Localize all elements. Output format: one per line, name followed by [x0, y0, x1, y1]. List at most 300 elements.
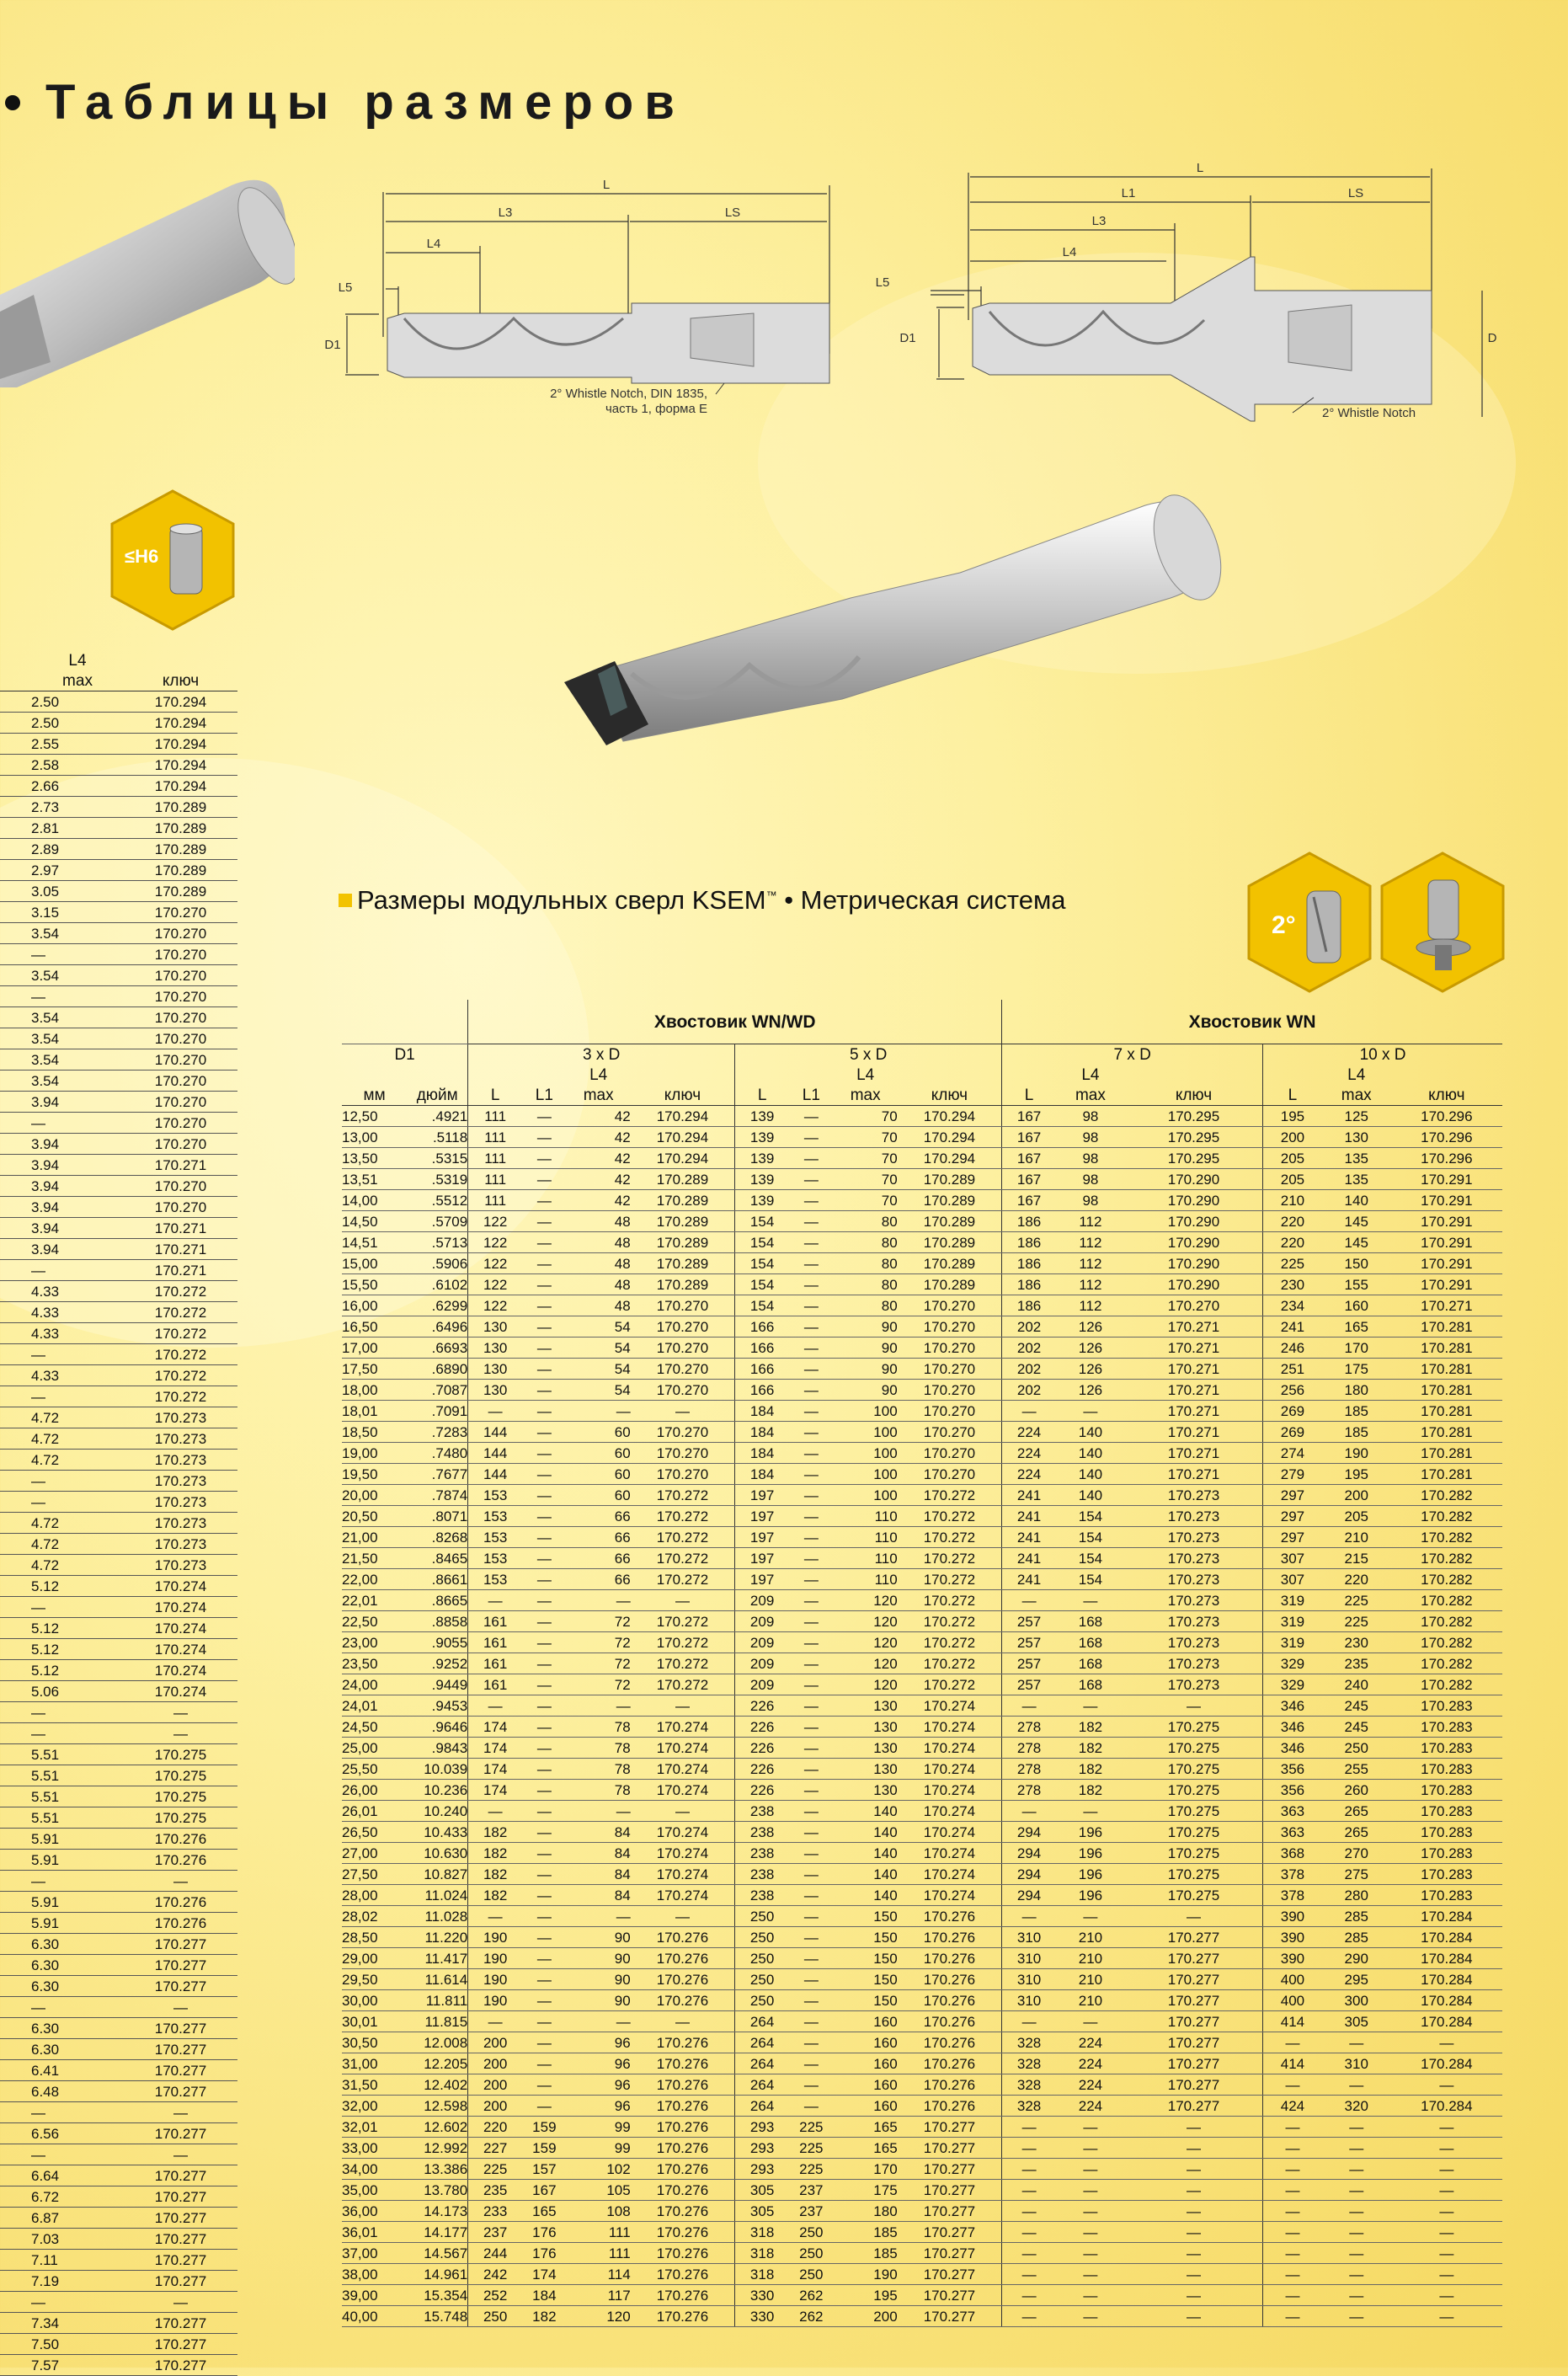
table-cell: 318	[735, 2222, 789, 2243]
table-cell: 5.91	[0, 1913, 124, 1934]
table-cell: 170.276	[631, 2096, 735, 2117]
table-row	[342, 1274, 1502, 1295]
table-row	[342, 1759, 1502, 1780]
table-cell: 170.290	[1125, 1274, 1263, 1295]
table-cell: 3.05	[0, 881, 124, 902]
table-row	[0, 1365, 237, 1386]
table-cell: 279	[1263, 1464, 1322, 1485]
table-cell: 170.283	[1391, 1780, 1502, 1801]
column-header: L1	[789, 1085, 834, 1106]
column-header: max	[1056, 1085, 1125, 1106]
table-cell: —	[789, 1611, 834, 1632]
table-cell: 150	[834, 1990, 898, 2011]
table-cell: 170.277	[124, 2313, 237, 2334]
table-row	[0, 2334, 237, 2355]
table-cell: 90	[567, 1948, 631, 1969]
table-cell: 210	[1056, 1948, 1125, 1969]
table-cell: 66	[567, 1506, 631, 1527]
table-cell: —	[522, 1485, 567, 1506]
table-cell: 153	[468, 1569, 522, 1590]
table-cell: 210	[1322, 1527, 1391, 1548]
table-cell: 130	[834, 1717, 898, 1738]
table-row	[0, 1997, 237, 2018]
table-row	[342, 1990, 1502, 2011]
table-cell: 170.272	[898, 1674, 1002, 1695]
table-cell: 184	[735, 1401, 789, 1422]
table-row	[0, 1955, 237, 1976]
table-cell: 54	[567, 1359, 631, 1380]
table-cell: 264	[735, 2032, 789, 2053]
table-cell: 11.815	[407, 2011, 468, 2032]
table-cell: 210	[1263, 1190, 1322, 1211]
table-cell: 7.19	[0, 2271, 124, 2292]
table-cell: —	[789, 1864, 834, 1885]
table-cell: 157	[522, 2159, 567, 2180]
table-cell: 346	[1263, 1717, 1322, 1738]
table-cell: —	[522, 1148, 567, 1169]
table-cell: 170.283	[1391, 1843, 1502, 1864]
table-row	[342, 1674, 1502, 1695]
table-cell: 285	[1322, 1906, 1391, 1927]
table-cell: 10.827	[407, 1864, 468, 1885]
table-cell: —	[789, 1843, 834, 1864]
table-row	[342, 1548, 1502, 1569]
table-cell: —	[1056, 2117, 1125, 2138]
table-cell: 80	[834, 1295, 898, 1316]
table-row	[0, 1344, 237, 1365]
table-cell: —	[789, 1990, 834, 2011]
table-cell: —	[0, 2102, 124, 2123]
table-cell: 48	[567, 1211, 631, 1232]
table-cell: 285	[1322, 1927, 1391, 1948]
table-row	[0, 1829, 237, 1850]
table-cell: 414	[1263, 2053, 1322, 2074]
table-cell: 140	[1056, 1443, 1125, 1464]
table-cell: —	[567, 1906, 631, 1927]
table-cell: 6.30	[0, 1934, 124, 1955]
table-cell: 269	[1263, 1422, 1322, 1443]
table-cell: 54	[567, 1338, 631, 1359]
table-cell: —	[1056, 2011, 1125, 2032]
table-cell: 153	[468, 1527, 522, 1548]
table-cell: —	[789, 1780, 834, 1801]
table-cell: 140	[834, 1843, 898, 1864]
table-cell: 150	[834, 1948, 898, 1969]
table-row	[342, 2243, 1502, 2264]
table-cell: 5.12	[0, 1660, 124, 1681]
table-cell: 98	[1056, 1106, 1125, 1127]
table-cell: —	[522, 1801, 567, 1822]
table-cell: —	[1391, 2117, 1502, 2138]
table-cell: —	[522, 1422, 567, 1443]
table-cell: 329	[1263, 1674, 1322, 1695]
table-cell: 182	[468, 1864, 522, 1885]
pull-stud-icon	[1379, 851, 1506, 994]
dim-L4: L4	[426, 237, 441, 251]
table-cell: —	[567, 1801, 631, 1822]
table-cell: 170.294	[631, 1106, 735, 1127]
table-cell: 6.87	[0, 2208, 124, 2229]
table-row	[342, 2285, 1502, 2306]
table-cell: 225	[468, 2159, 522, 2180]
table-cell: 166	[735, 1316, 789, 1338]
table-cell: 234	[1263, 1295, 1322, 1316]
table-cell: 130	[468, 1380, 522, 1401]
table-cell: 28,02	[342, 1906, 407, 1927]
table-cell: —	[0, 1260, 124, 1281]
table-cell: 150	[834, 1969, 898, 1990]
drill-shank-image	[0, 168, 295, 387]
table-cell: 78	[567, 1717, 631, 1738]
dim-LS: LS	[724, 206, 741, 220]
table-row	[342, 1948, 1502, 1969]
table-cell: 22,50	[342, 1611, 407, 1632]
table-cell: 170.274	[631, 1885, 735, 1906]
table-row	[342, 1295, 1502, 1316]
tolerance-label: ≤H6	[125, 546, 159, 567]
table-cell: 14,00	[342, 1190, 407, 1211]
table-cell: 160	[834, 2011, 898, 2032]
table-cell: 170.270	[631, 1295, 735, 1316]
table-cell: 184	[735, 1422, 789, 1443]
table-cell: 196	[1056, 1843, 1125, 1864]
table-cell: 174	[468, 1717, 522, 1738]
table-cell: 170.274	[898, 1738, 1002, 1759]
table-cell: 170.281	[1391, 1443, 1502, 1464]
table-cell: 257	[1002, 1674, 1056, 1695]
table-cell: 3.94	[0, 1176, 124, 1197]
table-cell: 170.277	[1125, 2032, 1263, 2053]
table-row	[0, 1281, 237, 1302]
table-row	[0, 1471, 237, 1492]
table-cell: 170.271	[1125, 1464, 1263, 1485]
table-cell: 161	[468, 1611, 522, 1632]
table-cell: 330	[735, 2285, 789, 2306]
table-cell: —	[1002, 2138, 1056, 2159]
table-cell: 5.91	[0, 1829, 124, 1850]
table-row	[342, 1569, 1502, 1590]
table-cell: 111	[468, 1148, 522, 1169]
left-table-header	[0, 670, 237, 691]
table-cell: 170.289	[124, 797, 237, 818]
table-cell: —	[789, 1506, 834, 1527]
table-cell: 170.295	[1125, 1127, 1263, 1148]
table-cell: 165	[834, 2117, 898, 2138]
table-cell: 170.275	[124, 1765, 237, 1786]
table-cell: 170.277	[124, 2250, 237, 2271]
table-cell: 170.281	[1391, 1401, 1502, 1422]
table-cell: 226	[735, 1717, 789, 1738]
table-cell: 170.270	[898, 1338, 1002, 1359]
table-cell: 280	[1322, 1885, 1391, 1906]
table-cell: —	[789, 2074, 834, 2096]
table-cell: 3.54	[0, 965, 124, 986]
table-row	[0, 1092, 237, 1113]
table-cell: 37,00	[342, 2243, 407, 2264]
table-cell: 226	[735, 1695, 789, 1717]
table-cell: 5.12	[0, 1639, 124, 1660]
table-cell: —	[1263, 2180, 1322, 2201]
table-cell: —	[789, 1906, 834, 1927]
table-cell: 170.273	[1125, 1527, 1263, 1548]
column-header: L	[468, 1085, 522, 1106]
table-row	[0, 818, 237, 839]
table-cell: 170.281	[1391, 1316, 1502, 1338]
table-cell: 154	[1056, 1527, 1125, 1548]
table-cell: 31,50	[342, 2074, 407, 2096]
table-cell: 170.277	[898, 2159, 1002, 2180]
table-cell: —	[1002, 2011, 1056, 2032]
table-cell: 126	[1056, 1359, 1125, 1380]
table-cell: 238	[735, 1864, 789, 1885]
table-cell: 170.272	[898, 1590, 1002, 1611]
table-cell: 140	[834, 1822, 898, 1843]
table-row	[342, 2180, 1502, 2201]
table-cell: —	[522, 2074, 567, 2096]
table-cell: 170.274	[898, 1759, 1002, 1780]
table-cell: —	[1391, 2201, 1502, 2222]
table-cell: —	[789, 1569, 834, 1590]
left-dimensions-table	[0, 650, 237, 2376]
table-cell: 112	[1056, 1274, 1125, 1295]
table-cell: 11.417	[407, 1948, 468, 1969]
table-cell: 170.281	[1391, 1464, 1502, 1485]
table-cell: 170.272	[124, 1365, 237, 1386]
table-cell: 170.289	[631, 1232, 735, 1253]
table-row	[0, 1618, 237, 1639]
table-row	[342, 1359, 1502, 1380]
table-cell: 130	[834, 1780, 898, 1801]
table-row	[0, 1134, 237, 1155]
table-cell: —	[789, 1443, 834, 1464]
table-cell: 237	[789, 2180, 834, 2201]
table-cell: —	[631, 1401, 735, 1422]
table-cell: 78	[567, 1738, 631, 1759]
table-cell: 378	[1263, 1885, 1322, 1906]
table-cell: —	[1322, 2117, 1391, 2138]
table-cell: 265	[1322, 1801, 1391, 1822]
table-cell: .6299	[407, 1295, 468, 1316]
table-cell: 90	[567, 1990, 631, 2011]
table-cell: —	[789, 1274, 834, 1295]
table-cell: .5709	[407, 1211, 468, 1232]
table-cell: —	[1322, 2138, 1391, 2159]
table-cell: .7087	[407, 1380, 468, 1401]
table-cell: 6.30	[0, 1976, 124, 1997]
table-cell: 257	[1002, 1632, 1056, 1653]
table-cell: 185	[1322, 1422, 1391, 1443]
diagram1-note-line2: часть 1, форма E	[605, 402, 707, 416]
table-cell: —	[789, 1695, 834, 1717]
table-cell: 186	[1002, 1211, 1056, 1232]
table-cell: 5.51	[0, 1807, 124, 1829]
table-cell: 290	[1322, 1948, 1391, 1969]
table-cell: 170.289	[898, 1253, 1002, 1274]
table-cell: 170.289	[631, 1211, 735, 1232]
left-table-header-cell: max	[0, 670, 124, 691]
table-cell: 250	[1322, 1738, 1391, 1759]
table-cell: —	[789, 1948, 834, 1969]
table-cell: 15.354	[407, 2285, 468, 2306]
table-cell: 70	[834, 1127, 898, 1148]
table-cell: 170.273	[1125, 1590, 1263, 1611]
table-cell: 245	[1322, 1717, 1391, 1738]
table-cell: —	[789, 1590, 834, 1611]
table-cell: 294	[1002, 1843, 1056, 1864]
table-cell: —	[522, 1717, 567, 1738]
table-row	[342, 2306, 1502, 2327]
table-cell: 7.50	[0, 2334, 124, 2355]
table-cell: 170.275	[1125, 1717, 1263, 1738]
table-cell: 144	[468, 1443, 522, 1464]
table-cell: 170.271	[1125, 1380, 1263, 1401]
table-cell: —	[1002, 1401, 1056, 1422]
table-cell: —	[1391, 2074, 1502, 2096]
table-cell: —	[1391, 2138, 1502, 2159]
pull-stud-badge	[1379, 851, 1506, 994]
table-cell: 300	[1322, 1990, 1391, 2011]
left-table-header-cell: ключ	[124, 670, 237, 691]
table-cell: 170.282	[1391, 1611, 1502, 1632]
table-cell: —	[1056, 1906, 1125, 1927]
table-cell: 3.54	[0, 1049, 124, 1071]
table-cell: 170.276	[631, 2074, 735, 2096]
table-cell: 170.277	[124, 2123, 237, 2144]
table-cell: 170.270	[898, 1295, 1002, 1316]
table-row	[0, 1239, 237, 1260]
table-cell: 241	[1002, 1527, 1056, 1548]
table-cell: 170.276	[631, 1927, 735, 1948]
table-cell: 135	[1322, 1148, 1391, 1169]
table-cell: 170.277	[1125, 1948, 1263, 1969]
table-cell: 78	[567, 1759, 631, 1780]
table-cell: .5713	[407, 1232, 468, 1253]
table-cell: —	[522, 1380, 567, 1401]
table-cell: 170.294	[124, 691, 237, 713]
table-cell: 225	[1322, 1611, 1391, 1632]
table-cell: 170.272	[631, 1611, 735, 1632]
table-row	[0, 1260, 237, 1281]
table-cell: 202	[1002, 1338, 1056, 1359]
table-cell: 400	[1263, 1990, 1322, 2011]
table-cell: 190	[468, 1948, 522, 1969]
table-cell: 215	[1322, 1548, 1391, 1569]
table-cell: —	[789, 1632, 834, 1653]
table-cell: 170.271	[124, 1155, 237, 1176]
table-cell: 195	[1322, 1464, 1391, 1485]
table-cell: 96	[567, 2074, 631, 2096]
table-cell: 70	[834, 1169, 898, 1190]
table-cell: .7874	[407, 1485, 468, 1506]
table-cell: 185	[834, 2243, 898, 2264]
table-cell: —	[789, 1127, 834, 1148]
table-cell: 90	[834, 1359, 898, 1380]
table-cell: 110	[834, 1548, 898, 1569]
table-cell: 4.33	[0, 1302, 124, 1323]
table-cell: 170.273	[124, 1492, 237, 1513]
table-cell: 167	[1002, 1148, 1056, 1169]
table-cell: 196	[1056, 1885, 1125, 1906]
table-cell: 305	[735, 2180, 789, 2201]
table-cell: —	[1002, 2117, 1056, 2138]
table-cell: 182	[468, 1885, 522, 1906]
table-cell: 170.274	[631, 1843, 735, 1864]
table-cell: 250	[735, 1927, 789, 1948]
table-cell: 170.273	[1125, 1611, 1263, 1632]
table-cell: 170.270	[631, 1464, 735, 1485]
table-cell: 25,50	[342, 1759, 407, 1780]
table-cell: 170.273	[1125, 1653, 1263, 1674]
table-cell: 170.291	[1391, 1169, 1502, 1190]
table-cell: 48	[567, 1232, 631, 1253]
table-cell: 21,50	[342, 1548, 407, 1569]
table-cell: 6.56	[0, 2123, 124, 2144]
diagram1-note: 2° Whistle Notch, DIN 1835,	[550, 387, 707, 401]
table-cell: 84	[567, 1864, 631, 1885]
table-cell: 224	[1056, 2032, 1125, 2053]
table-cell: 14.961	[407, 2264, 468, 2285]
table-cell: 54	[567, 1380, 631, 1401]
table-cell: —	[0, 1113, 124, 1134]
table-cell: .9646	[407, 1717, 468, 1738]
table-cell: 5.51	[0, 1786, 124, 1807]
table-cell: —	[1125, 1695, 1263, 1717]
l4-header: L4	[1081, 1065, 1100, 1084]
table-cell: 170.294	[631, 1148, 735, 1169]
table-cell: —	[124, 1702, 237, 1723]
table-cell: 328	[1002, 2074, 1056, 2096]
table-cell: —	[1391, 2306, 1502, 2327]
l4-header: L4	[589, 1065, 608, 1084]
table-cell: 237	[789, 2201, 834, 2222]
table-cell: 16,50	[342, 1316, 407, 1338]
table-cell: 186	[1002, 1274, 1056, 1295]
table-cell: 100	[834, 1422, 898, 1443]
table-cell: 84	[567, 1885, 631, 1906]
table-cell: 7.34	[0, 2313, 124, 2334]
table-cell: 294	[1002, 1885, 1056, 1906]
table-cell: 170.270	[898, 1401, 1002, 1422]
table-cell: 170.277	[124, 2355, 237, 2376]
table-cell: 2.81	[0, 818, 124, 839]
table-cell: 3.94	[0, 1197, 124, 1218]
table-cell: 390	[1263, 1906, 1322, 1927]
table-cell: 170.272	[898, 1506, 1002, 1527]
table-cell: 241	[1002, 1548, 1056, 1569]
table-cell: 225	[789, 2159, 834, 2180]
table-cell: 170.282	[1391, 1674, 1502, 1695]
table-cell: —	[522, 1506, 567, 1527]
table-cell: 90	[834, 1338, 898, 1359]
table-row	[0, 2250, 237, 2271]
table-cell: 227	[468, 2138, 522, 2159]
drill-diagram-wn	[867, 160, 1541, 430]
table-cell: —	[1322, 2243, 1391, 2264]
table-cell: 111	[567, 2243, 631, 2264]
table-cell: —	[1056, 2180, 1125, 2201]
table-cell: 170.273	[1125, 1548, 1263, 1569]
table-cell: —	[789, 2011, 834, 2032]
table-cell: 5.91	[0, 1850, 124, 1871]
table-cell: —	[631, 1906, 735, 1927]
table-cell: 11.028	[407, 1906, 468, 1927]
table-cell: 170.277	[1125, 2011, 1263, 2032]
table-row	[342, 1843, 1502, 1864]
table-cell: —	[1002, 2222, 1056, 2243]
table-cell: 170.276	[124, 1850, 237, 1871]
table-cell: 170.272	[124, 1281, 237, 1302]
table-cell: 170.272	[631, 1674, 735, 1695]
